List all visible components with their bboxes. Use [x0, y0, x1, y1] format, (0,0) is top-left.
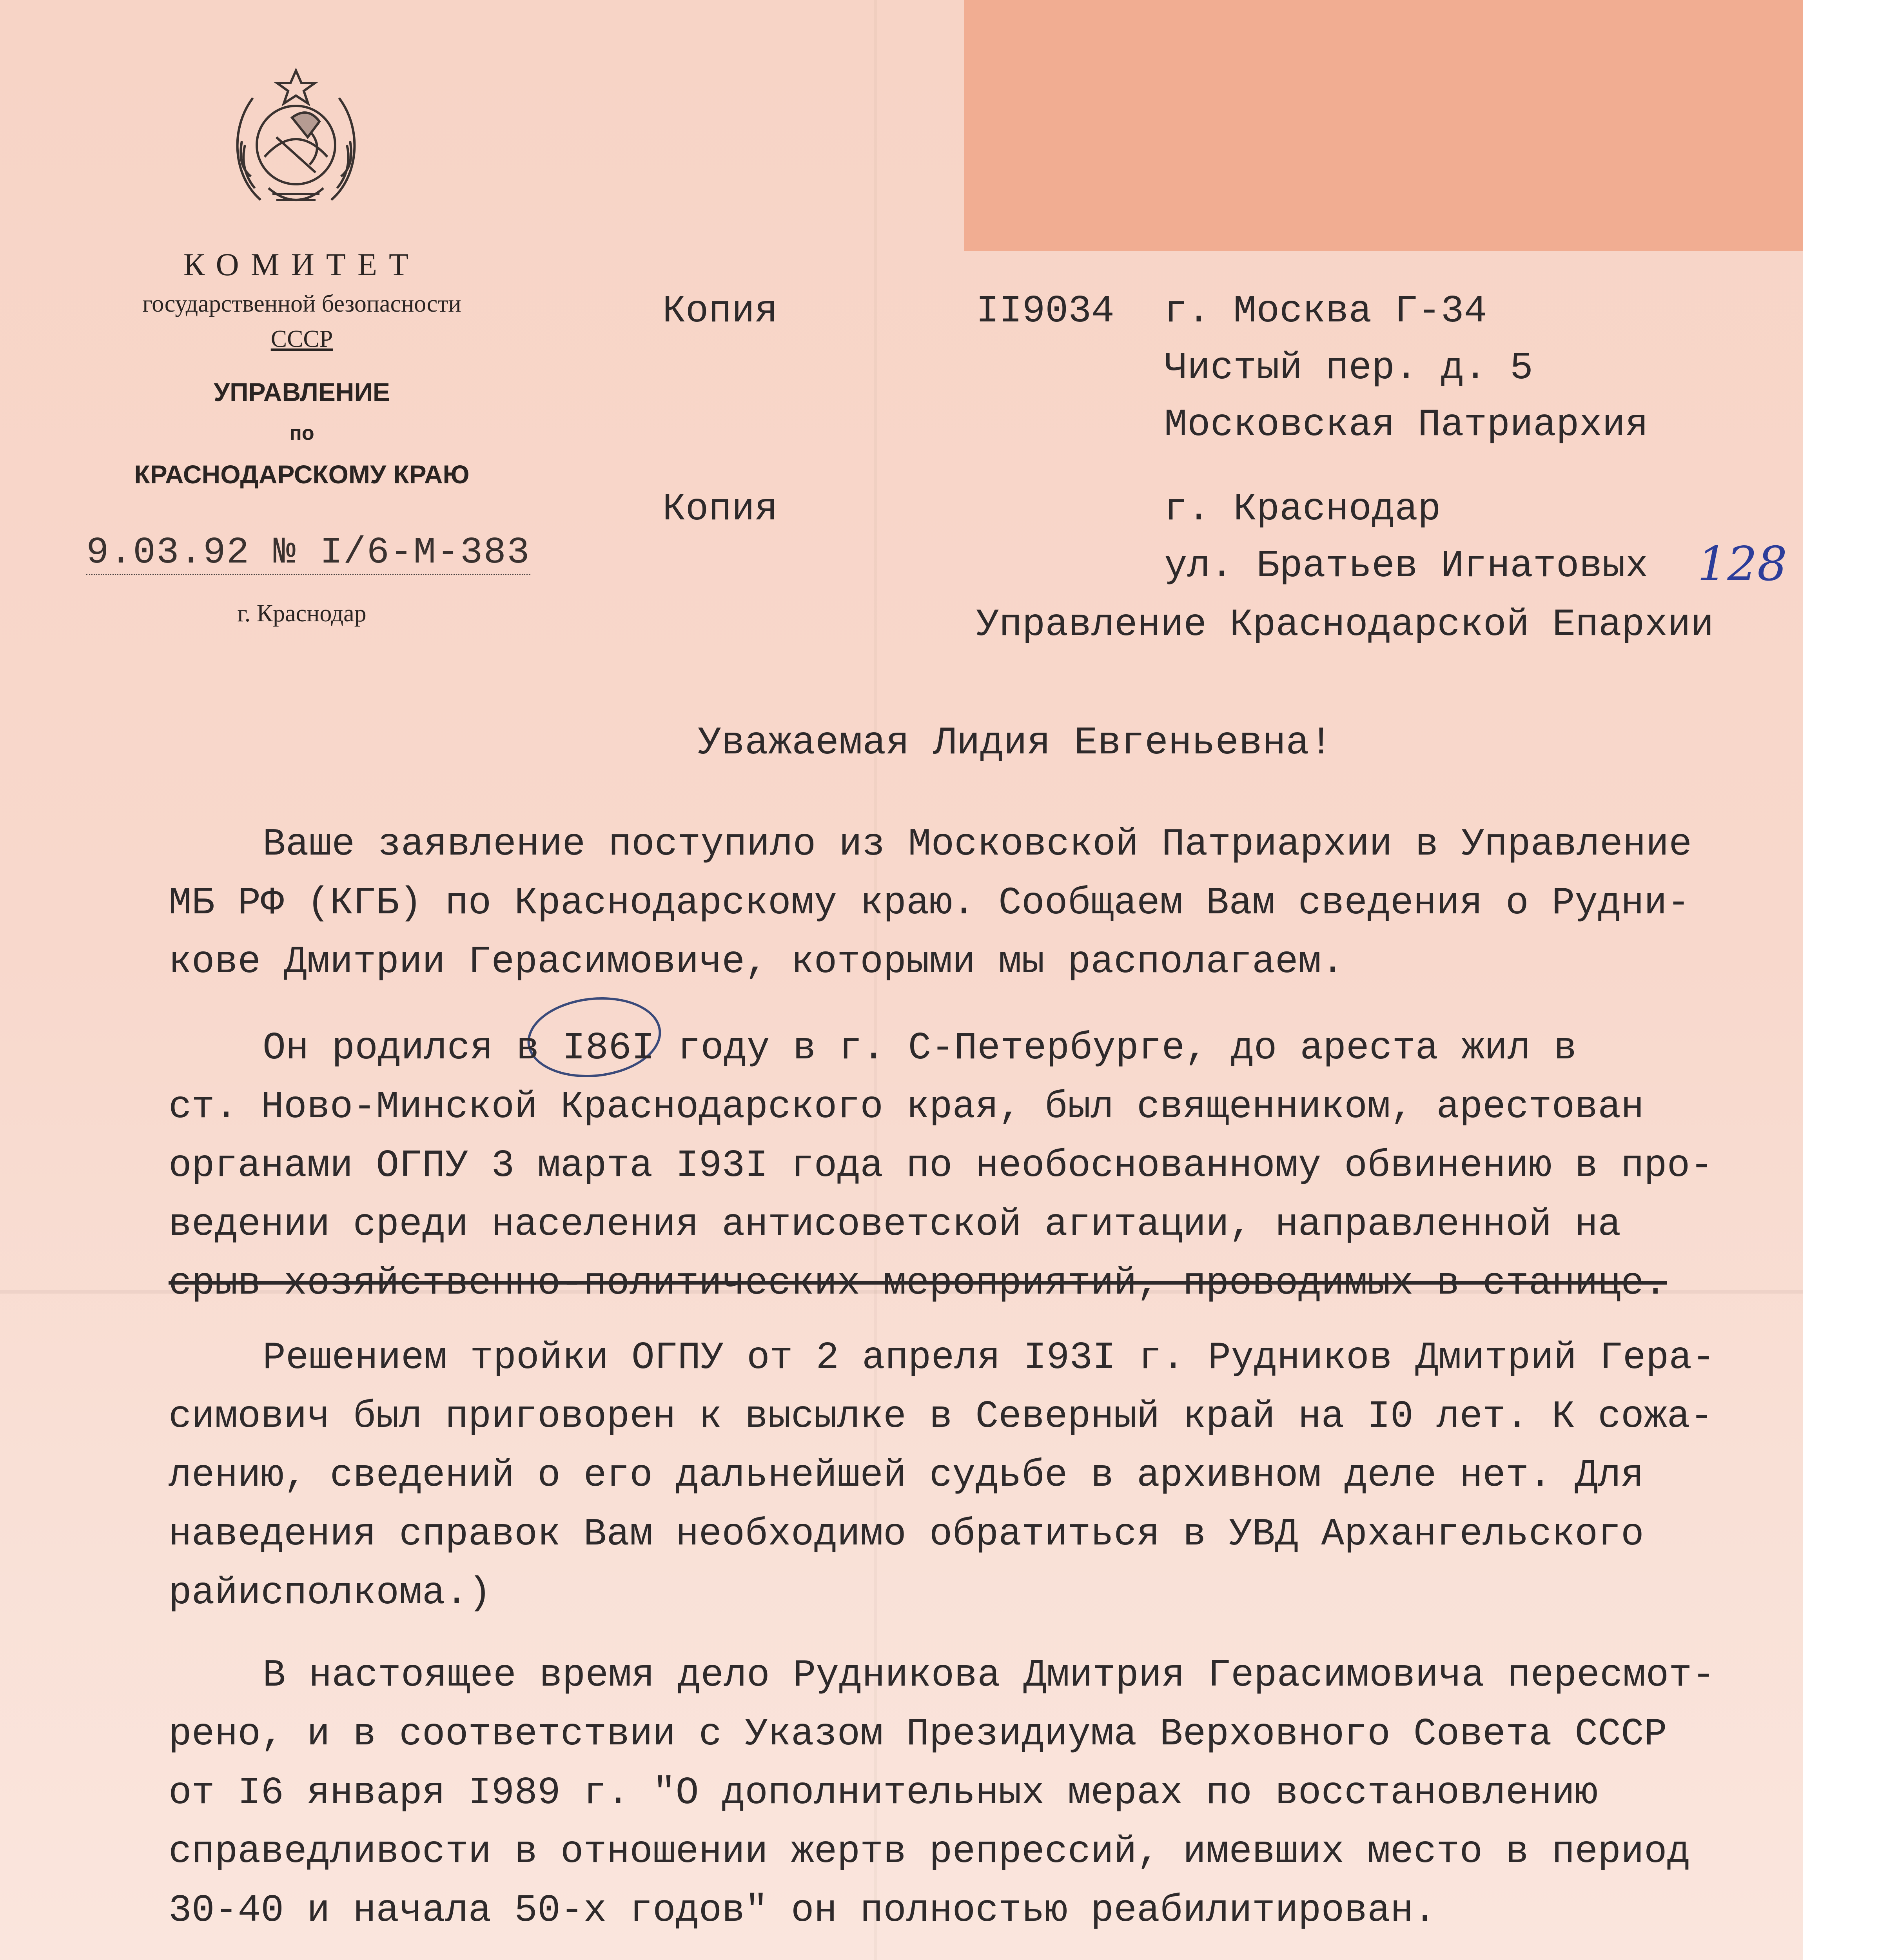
region-title: КРАСНОДАРСКОМУ КРАЮ [134, 460, 470, 489]
paragraph-line: ст. Ново-Минской Краснодарского края, был священником, арестован [169, 1085, 1644, 1129]
paragraph-line: срыв хозяйственно-политических мероприятий, проводимых в станице. [169, 1262, 1667, 1305]
org-header [71, 243, 533, 494]
salutation: Уважаемая Лидия Евгеньевна! [698, 721, 1333, 766]
committee-title: КОМИТЕТ [183, 247, 421, 282]
address-line-street: Чистый пер. д. 5 [1164, 347, 1533, 390]
address-line-krasnodar: г. Краснодар [1164, 488, 1441, 531]
address-line-eparchy: Управление Краснодарской Епархии [976, 603, 1714, 647]
redaction-block [964, 0, 1803, 251]
paragraph-2 [169, 1019, 1799, 1313]
postal-code: II9034 [976, 290, 1114, 333]
paragraph-line: райисполкома.) [169, 1572, 492, 1615]
po-line: по [289, 422, 314, 445]
paragraph-line: Ваше заявление поступило из Московской Патриархии в Управление [263, 823, 1692, 866]
paragraph-line: 30-40 и начала 50-х годов" он полностью реабилитирован. [169, 1889, 1437, 1933]
ussr-emblem-icon [218, 59, 374, 223]
department-title: УПРАВЛЕНИЕ [214, 377, 390, 407]
paragraph-line: органами ОГПУ 3 марта I93I года по необоснованному обвинению в про- [169, 1144, 1713, 1188]
handwritten-house-number: 128 [1697, 537, 1787, 592]
paragraph-line: справедливости в отношении жертв репрессий, имевших место в период [169, 1830, 1690, 1874]
paragraph-line: В настоящее время дело Рудникова Дмитрия Герасимовича пересмот- [263, 1654, 1715, 1697]
city-line: г. Краснодар [237, 600, 367, 627]
copy-label-1: Копия [662, 290, 778, 333]
paragraph-line: МБ РФ (КГБ) по Краснодарскому краю. Сообщаем Вам сведения о Рудни- [169, 882, 1690, 925]
address-line-moscow: г. Москва Г-34 [1164, 290, 1487, 333]
paragraph-line: симович был приговорен к высылке в Северный край на I0 лет. К сожа- [169, 1395, 1713, 1439]
paragraph-line: ведении среди населения антисоветской агитации, направленной на [169, 1203, 1621, 1247]
date-number: 9.03.92 № I/6-M-383 [86, 531, 530, 575]
paragraph-4 [169, 1646, 1799, 1940]
paragraph-line: рено, и в соответствии с Указом Президиума Верховного Совета СССР [169, 1713, 1667, 1756]
copy-label-2: Копия [662, 488, 778, 531]
paragraph-line: кове Дмитрии Герасимовиче, которыми мы располагаем. [169, 940, 1345, 984]
paragraph-line: Он родился в I86I году в г. С-Петербурге, до ареста жил в [263, 1027, 1577, 1070]
paragraph-line: Решением тройки ОГПУ от 2 апреля I93I г. Рудников Дмитрий Гера- [263, 1336, 1715, 1380]
address-line-patriarchy: Московская Патриархия [1164, 403, 1649, 447]
paragraph-line: от I6 января I989 г. "О дополнительных мерах по восстановлению [169, 1771, 1598, 1815]
paragraph-3 [169, 1329, 1799, 1623]
paragraph-1 [169, 815, 1799, 992]
paragraph-line: наведения справок Вам необходимо обратиться в УВД Архангельского [169, 1513, 1644, 1556]
ussr-line: СССР [270, 326, 333, 352]
address-line-ignatovyh: ул. Братьев Игнатовых [1164, 544, 1649, 588]
state-security-line: государственной безопасности [142, 290, 461, 317]
paragraph-line: лению, сведений о его дальнейшей судьбе в архивном деле нет. Для [169, 1454, 1644, 1497]
